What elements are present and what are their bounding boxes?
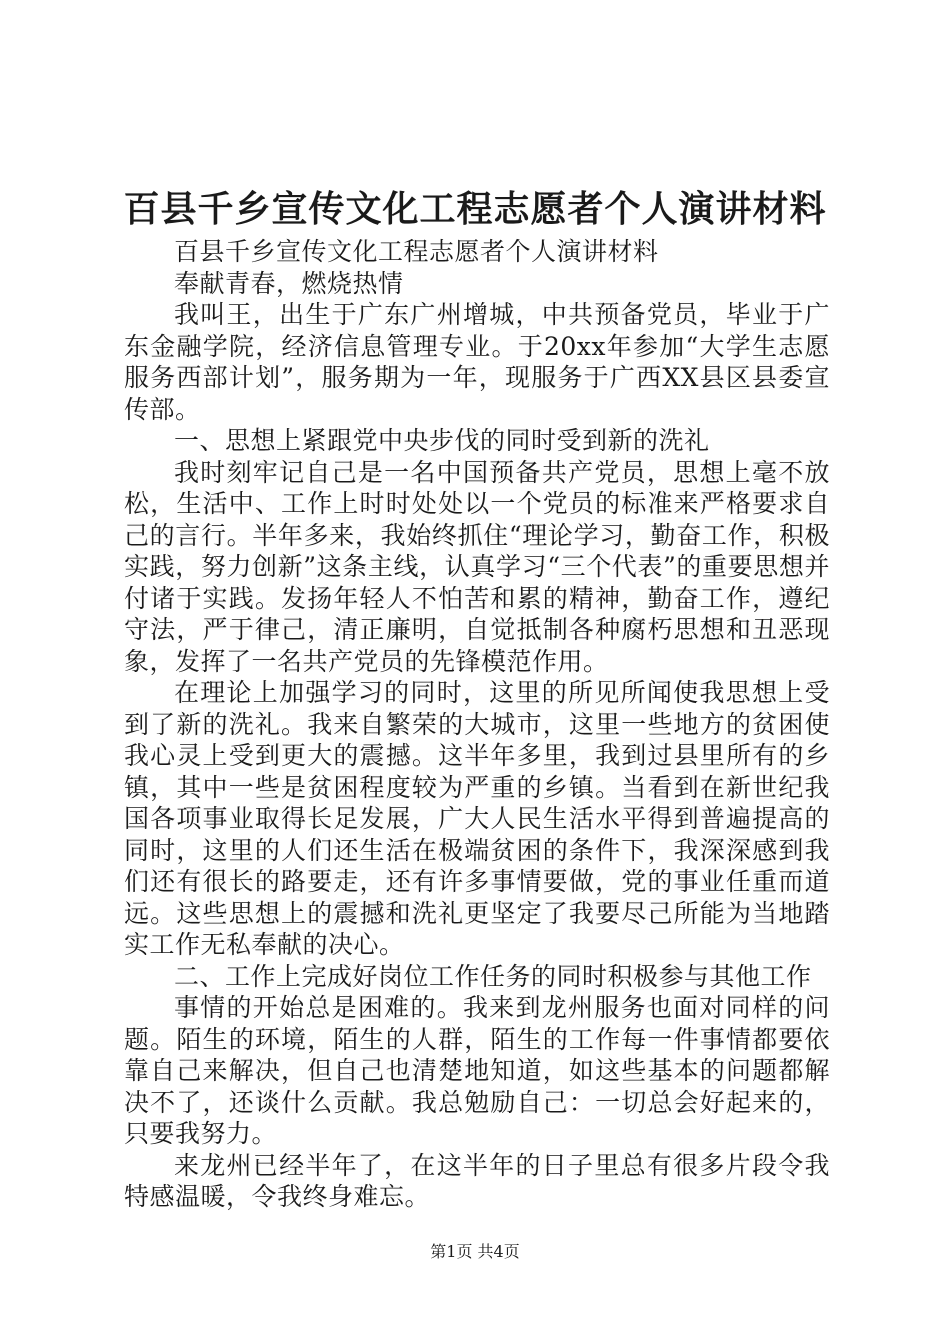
paragraph: 事情的开始总是困难的。我来到龙州服务也面对同样的问题。陌生的环境，陌生的人群，陌生的工作每一件事情都要依靠自己来解决，但自己也清楚地知道，如这些基本的问题都解决不了，还谈什么贡献。我总勉励自己：一切总会好起来的，只要我努力。 [124, 993, 830, 1148]
paragraph: 我时刻牢记自己是一名中国预备共产党员，思想上毫不放松，生活中、工作上时时处处以一个党员的标准来严格要求自己的言行。半年多来，我始终抓住“理论学习，勤奋工作，积极实践，努力创新”这条主线，认真学习“三个代表”的重要思想并付诸于实践。发扬年轻人不怕苦和累的精神，勤奋工作，遵纪守法，严于律己，清正廉明，自觉抵制各种腐朽思想和丑恶现象，发挥了一名共产党员的先锋模范作用。 [124, 457, 830, 676]
section-heading-1: 一、思想上紧跟党中央步伐的同时受到新的洗礼 [174, 426, 710, 455]
section-heading-2: 二、工作上完成好岗位工作任务的同时积极参与其他工作 [174, 961, 812, 991]
page-number-footer: 第1页 共4页 [430, 1242, 520, 1261]
paragraph-intro: 我叫王，出生于广东广州增城，中共预备党员，毕业于广东金融学院，经济信息管理专业。于20xx年参加“大学生志愿服务西部计划”，服务期为一年，现服务于广西XX县区县委宣传部。 [124, 300, 830, 424]
document-body [124, 236, 830, 1213]
document-title: 百县千乡宣传文化工程志愿者个人演讲材料 [123, 188, 827, 230]
paragraph: 来龙州已经半年了，在这半年的日子里总有很多片段令我特感温暖，令我终身难忘。 [124, 1150, 830, 1211]
paragraph-subtitle: 百县千乡宣传文化工程志愿者个人演讲材料 [174, 237, 659, 266]
paragraph-slogan: 奉献青春，燃烧热情 [174, 268, 404, 298]
paragraph: 在理论上加强学习的同时，这里的所见所闻使我思想上受到了新的洗礼。我来自繁荣的大城市，这里一些地方的贫困使我心灵上受到更大的震撼。这半年多里，我到过县里所有的乡镇，其中一些是贫困程度较为严重的乡镇。当看到在新世纪我国各项事业取得长足发展，广大人民生活水平得到普遍提高的同时，这里的人们还生活在极端贫困的条件下，我深深感到我们还有很长的路要走，还有许多事情要做，党的事业任重而道远。这些思想上的震撼和洗礼更坚定了我要尽己所能为当地踏实工作无私奉献的决心。 [124, 678, 830, 959]
